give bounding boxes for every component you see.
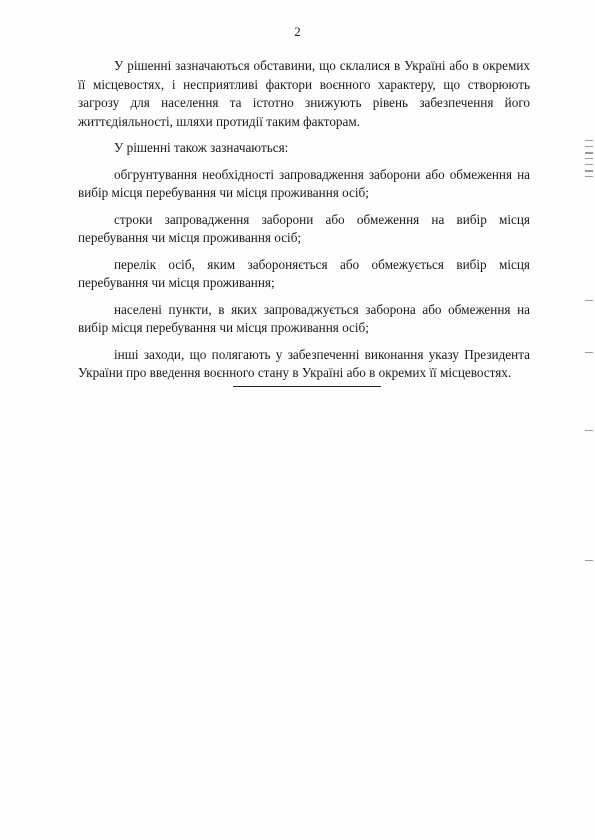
paragraph-also-specified: У рішенні також зазначаються: — [114, 140, 289, 155]
paragraph-persons-list: перелік осіб, яким забороняється або обмежується вибір місця перебування чи місця проживання; — [78, 256, 530, 290]
paragraph-circumstances: У рішенні зазначаються обставини, що склалися в Україні або в окремих її місцевостях, і несприятливі фактори воєнного характеру, що створюють загрозу для населення та істотно знижують рівень забезпечення його життєдіяльності, шляхи протидії таким факторам. — [78, 58, 530, 129]
paragraph-terms: строки запровадження заборони або обмеження на вибір місця перебування чи місця проживання осіб; — [78, 211, 530, 245]
paragraph-settlements: населені пункти, в яких запроваджується заборона або обмеження на вибір місця перебування чи місця проживання осіб; — [78, 301, 530, 335]
closing-rule — [233, 386, 381, 387]
document-body — [78, 57, 530, 391]
paragraph-other-measures: інші заходи, що полягають у забезпеченні виконання указу Президента України про введення воєнного стану в Україні або в окремих її місцевостях. — [78, 346, 530, 380]
page-number: 2 — [294, 24, 301, 39]
scan-edge-artifacts — [583, 0, 595, 840]
paragraph-justification: обгрунтування необхідності запровадження заборони або обмеження на вибір місця перебування чи місця проживання осіб; — [78, 166, 530, 200]
